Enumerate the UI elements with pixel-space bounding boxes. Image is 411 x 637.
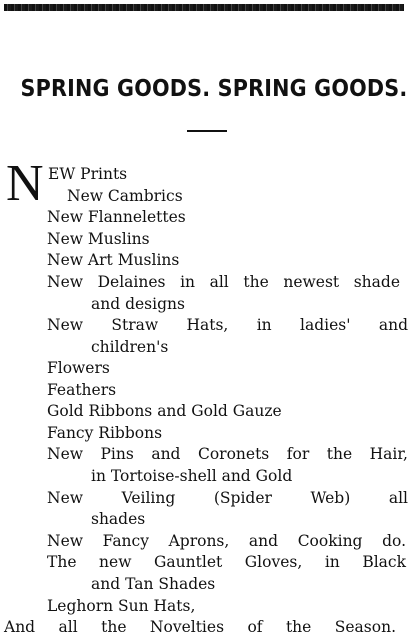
ad-line-tortoise-shell: in Tortoise-shell and Gold	[91, 467, 293, 485]
ad-line-veiling: New Veiling (Spider Web) all	[47, 489, 408, 507]
ad-line-novelties: And all the Novelties of the Season.	[4, 618, 396, 636]
ad-line-straw-hats: New Straw Hats, in ladies' and	[47, 316, 408, 334]
ad-line-muslins: New Muslins	[47, 230, 150, 248]
ad-line-aprons: New Fancy Aprons, and Cooking do.	[47, 532, 406, 550]
top-border-rule	[4, 4, 404, 11]
ad-line-pins-coronets: New Pins and Coronets for the Hair,	[47, 445, 408, 463]
ad-line-leghorn: Leghorn Sun Hats,	[47, 597, 196, 615]
ad-line-childrens: children's	[91, 338, 169, 356]
ad-line-gold-ribbons: Gold Ribbons and Gold Gauze	[47, 402, 282, 420]
ad-line-designs: and designs	[91, 295, 185, 313]
ad-line-shades: shades	[91, 510, 146, 528]
ad-line-flowers: Flowers	[47, 359, 110, 377]
ad-line-tan-shades: and Tan Shades	[91, 575, 216, 593]
headline-divider	[187, 130, 227, 132]
ad-line-feathers: Feathers	[47, 381, 117, 399]
ad-line-delaines: New Delaines in all the newest shade	[47, 273, 400, 291]
ad-line-gauntlet-gloves: The new Gauntlet Gloves, in Black	[47, 553, 406, 571]
drop-cap: N	[6, 155, 44, 212]
ad-line-art-muslins: New Art Muslins	[47, 251, 180, 269]
ad-line-prints: EW Prints	[48, 165, 128, 183]
ad-line-fancy-ribbons: Fancy Ribbons	[47, 424, 163, 442]
advert-headline: SPRING GOODS. SPRING GOODS.	[20, 76, 408, 102]
ad-line-cambrics: New Cambrics	[67, 187, 183, 205]
ad-line-flannelettes: New Flannelettes	[47, 208, 186, 226]
